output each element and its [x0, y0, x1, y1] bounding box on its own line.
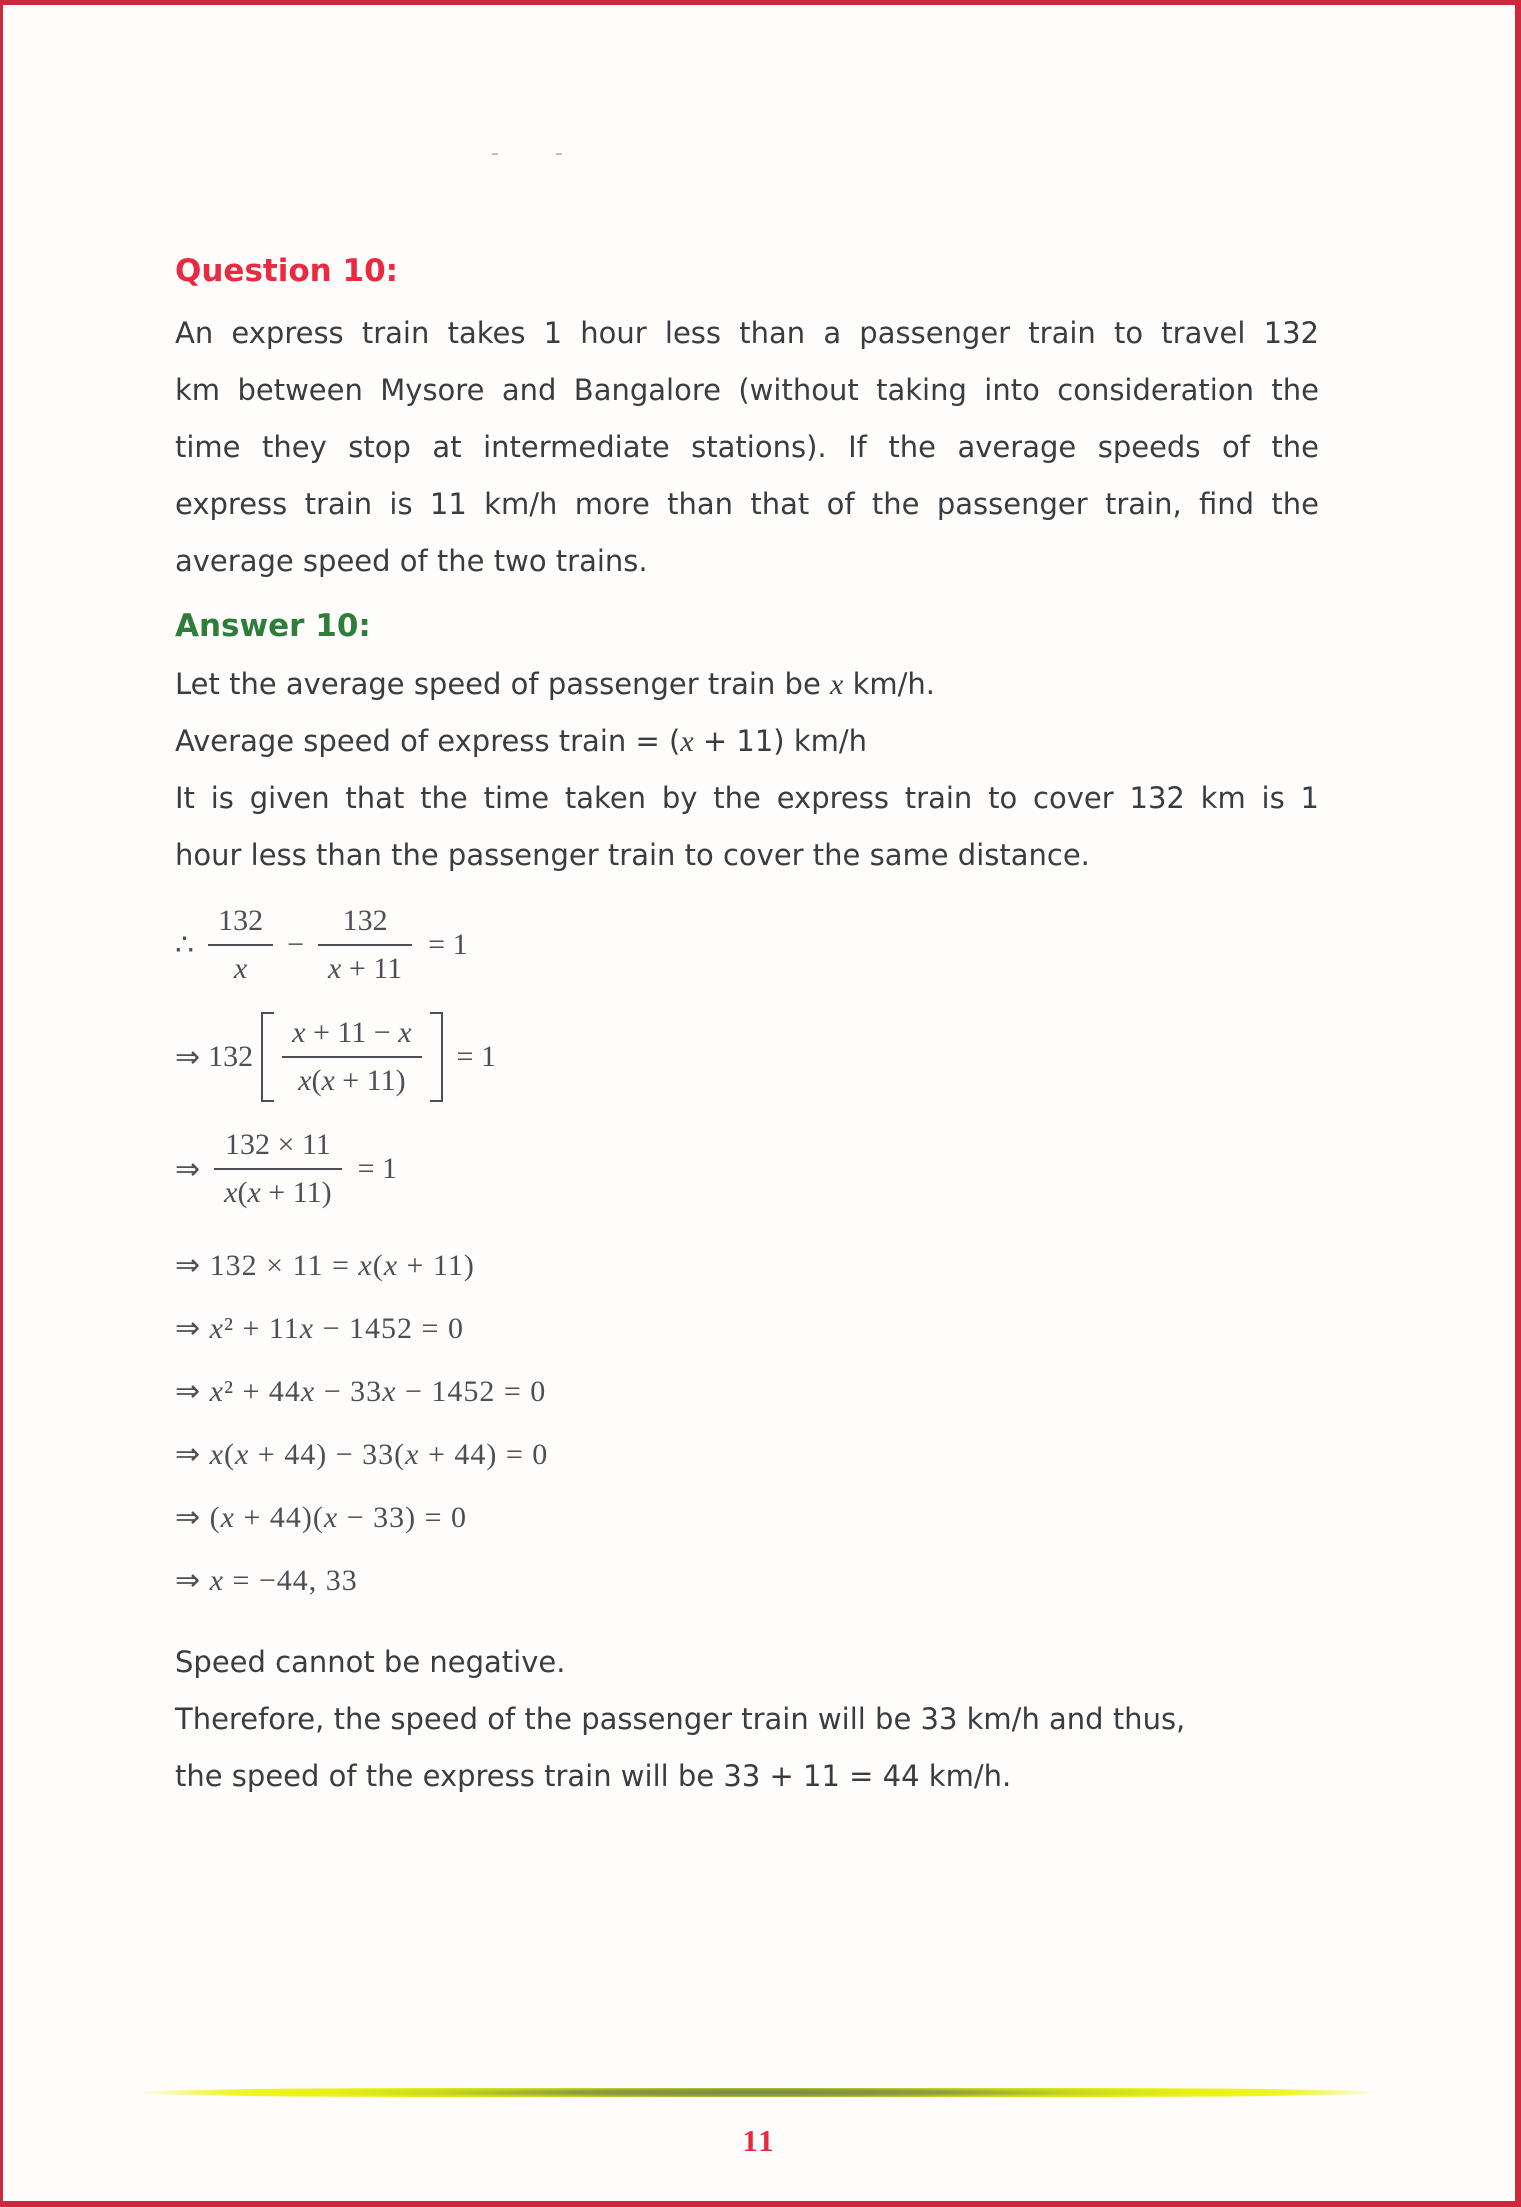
fraction-denominator: x(x + 11): [298, 1064, 406, 1097]
fraction: [318, 904, 412, 986]
answer-paragraph: [175, 656, 1319, 884]
variable-x: x: [830, 668, 844, 701]
answer-line: It is given that the time taken by the express train to cover 132 km is 1: [175, 781, 1319, 815]
equation-line: ⇒ x² + 11x − 1452 = 0: [175, 1312, 464, 1345]
equation-row-2: [175, 1010, 1319, 1104]
equation-row-1: [175, 904, 1319, 986]
equation-row-3: [175, 1128, 1319, 1210]
fraction-numerator: 132: [208, 904, 273, 946]
answer-heading: Answer 10:: [175, 608, 371, 644]
variable-x: x: [680, 725, 694, 758]
answer-text: Let the average speed of passenger train be: [175, 667, 831, 701]
question-line: time they stop at intermediate stations). If the average speeds of the: [175, 430, 1319, 464]
conclusion-line: Therefore, the speed of the passenger train will be 33 km/h and thus,: [175, 1702, 1186, 1736]
page-number: 11: [742, 2123, 776, 2158]
therefore-symbol: ∴: [175, 928, 195, 962]
conclusion-line: Speed cannot be negative.: [175, 1645, 566, 1679]
question-paragraph: [175, 305, 1319, 590]
bracketed-fraction: [261, 1010, 442, 1104]
implies-symbol: ⇒: [175, 1040, 201, 1074]
page-footer: [3, 2088, 1515, 2159]
question-line: km between Mysore and Bangalore (without taking into consideration the: [175, 373, 1319, 407]
equation-line: ⇒ x = −44, 33: [175, 1564, 358, 1597]
fraction-denominator: x + 11: [328, 952, 403, 985]
fraction-numerator: x + 11 − x: [282, 1016, 421, 1058]
answer-line: hour less than the passenger train to cover the same distance.: [175, 838, 1090, 872]
answer-line: [175, 713, 1319, 770]
footer-rule: [128, 2088, 1390, 2097]
fraction: [214, 1128, 341, 1210]
fraction: [282, 1016, 421, 1098]
right-bracket: [430, 1012, 443, 1102]
question-line: average speed of the two trains.: [175, 544, 648, 578]
solution-math-block: [175, 904, 1319, 1612]
fraction-numerator: 132 × 11: [214, 1128, 341, 1170]
answer-text: + 11) km/h: [693, 724, 868, 758]
fraction: [208, 904, 273, 986]
equation-line: ⇒ (x + 44)(x − 33) = 0: [175, 1501, 468, 1534]
equation-rhs: = 1: [456, 1040, 496, 1073]
page-content: [175, 253, 1319, 1805]
answer-text: Average speed of express train = (: [175, 724, 681, 758]
conclusion-paragraph: [175, 1634, 1319, 1805]
equation-line: ⇒ x(x + 44) − 33(x + 44) = 0: [175, 1438, 549, 1471]
implies-symbol: ⇒: [175, 1152, 201, 1186]
equation-line: ⇒ 132 × 11 = x(x + 11): [175, 1249, 475, 1282]
equation-rhs: = 1: [357, 1152, 398, 1185]
equation-line: ⇒ x² + 44x − 33x − 1452 = 0: [175, 1375, 547, 1408]
fraction-numerator: 132: [318, 904, 412, 946]
minus-operator: −: [287, 928, 305, 961]
answer-text: km/h.: [843, 667, 935, 701]
conclusion-line: the speed of the express train will be 33 + 11 = 44 km/h.: [175, 1759, 1012, 1793]
question-line: An express train takes 1 hour less than a passenger train to travel 132: [175, 316, 1319, 350]
question-line: express train is 11 km/h more than that of the passenger train, find the: [175, 487, 1319, 521]
fraction-denominator: x(x + 11): [224, 1176, 332, 1209]
fraction-denominator: x: [233, 952, 248, 985]
equation-rhs: = 1: [428, 928, 468, 961]
question-heading: Question 10:: [175, 253, 399, 289]
answer-line: [175, 656, 1319, 713]
coefficient: 132: [208, 1040, 254, 1073]
scan-artifact: - -: [491, 141, 577, 166]
left-bracket: [261, 1012, 274, 1102]
